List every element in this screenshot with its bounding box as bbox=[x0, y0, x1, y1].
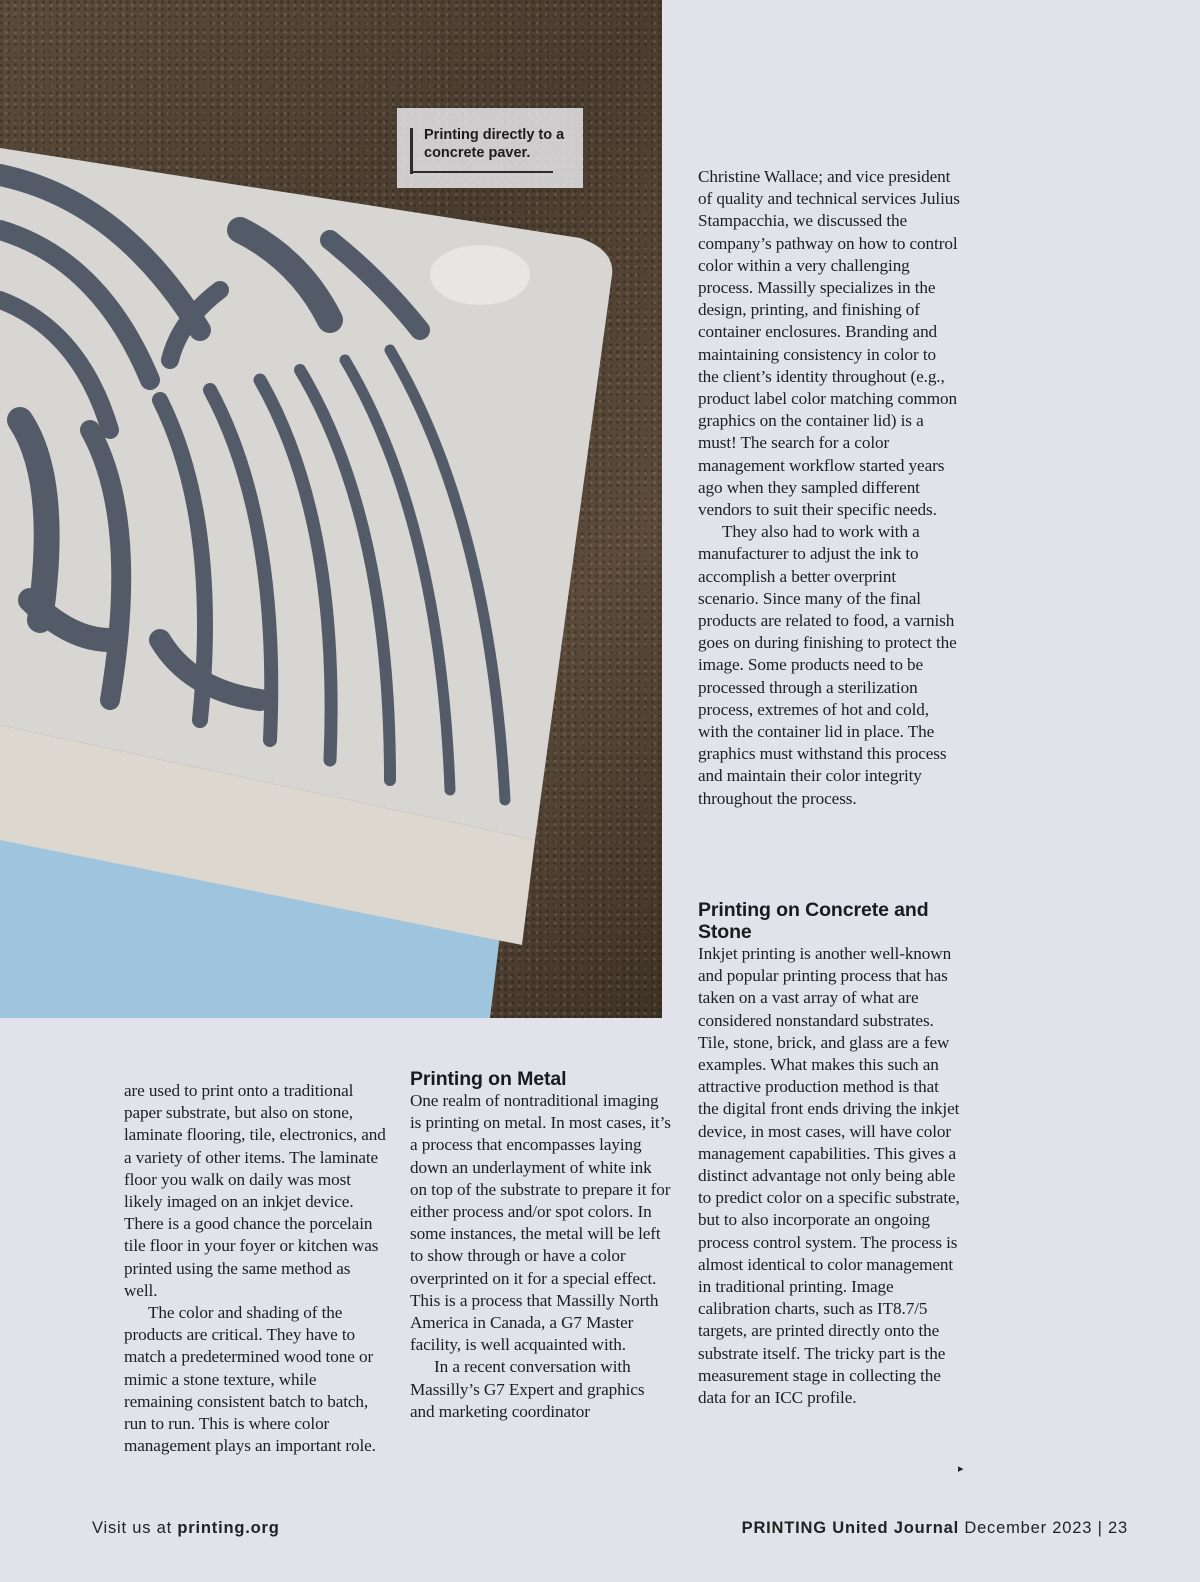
paragraph: They also had to work with a manufacturer to adjust the ink to accomplish a better overprint scenario. Since many of the final products are related to food, a varnish goes on during finishing to protect the image. Some products need to be processed through a sterilization process, extremes of hot and cold, with the container lid in place. The graphics must withstand this process and maintain their color integrity throughout the process. bbox=[698, 522, 957, 808]
caption-rule-horizontal bbox=[410, 171, 553, 173]
article-column-3-bottom bbox=[698, 899, 960, 1409]
article-photo bbox=[0, 0, 662, 1018]
article-column-2 bbox=[410, 1068, 672, 1423]
footer-website bbox=[92, 1519, 280, 1538]
page-number: 23 bbox=[1102, 1519, 1128, 1537]
footer-visit-label: Visit us at bbox=[92, 1519, 178, 1537]
paragraph: Inkjet printing is another well-known and popular printing process that has taken on a vast array of what are considered nonstandard substrates. Tile, stone, brick, and glass are a few examples. What makes this such an attractive production method is that the digital front ends driving the inkjet device, in most cases, will have color management capabilities. This gives a distinct advantage not only being able to predict color on a specific substrate, but to also incorporate an ongoing process control system. The process is almost identical to color management in traditional printing. Image calibration charts, such as IT8.7/5 targets, are printed directly onto the substrate itself. The tricky part is the measurement stage in collecting the data for an ICC profile. bbox=[698, 944, 960, 1408]
footer-journal-name: PRINTING United Journal bbox=[741, 1519, 959, 1537]
footer-folio bbox=[742, 1519, 1128, 1538]
photo-caption: Printing directly to a concrete paver. bbox=[424, 127, 565, 161]
paragraph: The color and shading of the products are critical. They have to match a predetermined wood tone or mimic a stone texture, while remaining consistent batch to batch, run to run. This is where color management plays an important role. bbox=[124, 1303, 376, 1456]
footer-issue-date: December 2023 bbox=[958, 1519, 1098, 1537]
section-heading-metal: Printing on Metal bbox=[410, 1068, 567, 1090]
footer-separator: | bbox=[1097, 1519, 1103, 1537]
paragraph: In a recent conversation with Massilly’s G7 Expert and graphics and marketing coordinator bbox=[410, 1357, 645, 1421]
caption-rule-vertical bbox=[410, 128, 413, 174]
right-triangle-icon: ▸ bbox=[958, 1462, 964, 1475]
article-column-3-top bbox=[698, 166, 960, 810]
paragraph: are used to print onto a traditional paper substrate, but also on stone, laminate flooring, tile, electronics, and a variety of other items. The laminate floor you walk on daily was most likely imaged on an inkjet device. There is a good chance the porcelain tile floor in your foyer or kitchen was printed using the same method as well. bbox=[124, 1081, 386, 1300]
paragraph: One realm of nontraditional imaging is printing on metal. In most cases, it’s a process that encompasses laying down an underlayment of white ink on top of the substrate to prepare it for either process and/or spot colors. In some instances, the metal will be left to show through or have a color overprinted on it for a special effect. This is a process that Massilly North America in Canada, a G7 Master facility, is well acquainted with. bbox=[410, 1091, 671, 1355]
section-heading-concrete: Printing on Concrete and Stone bbox=[698, 899, 929, 943]
article-column-1 bbox=[124, 1080, 386, 1457]
photo-caption-box bbox=[397, 108, 583, 188]
paragraph: Christine Wallace; and vice president of quality and technical services Julius Stampacchia, we discussed the company’s pathway on how to control color within a very challenging process. Massilly specializes in the design, printing, and finishing of container enclosures. Branding and maintaining consistency in color to the client’s identity throughout (e.g., product label color matching common graphics on the container lid) is a must! The search for a color management workflow started years ago when they sampled different vendors to suit their specific needs. bbox=[698, 167, 960, 520]
footer-site-link[interactable]: printing.org bbox=[177, 1519, 280, 1537]
